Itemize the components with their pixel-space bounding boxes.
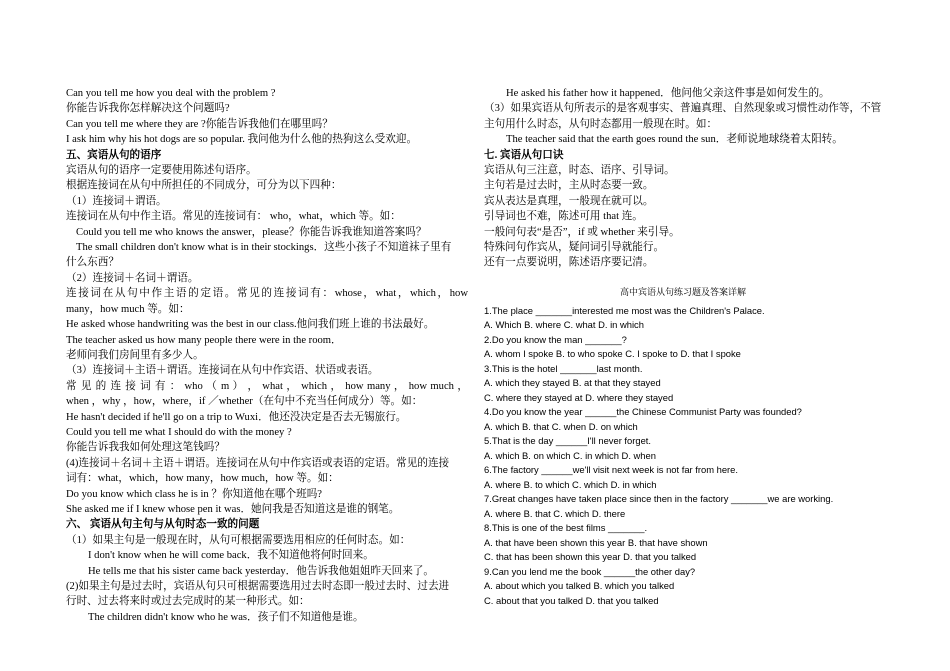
text-line: Can you tell me where they are ?你能告诉我他们在哪里吗？ <box>66 118 333 130</box>
text-line: He asked his father how it happened．他问他父亲这件事是如何发生的。 <box>506 88 830 99</box>
exercise-list <box>484 304 882 609</box>
text-line: The teacher said that the earth goes round the sun．老师说地球绕着太阳转。 <box>506 134 843 146</box>
text-line: 连接词在从句中作主语的定语。常见的连接词有：whose，what，which，how <box>66 288 468 300</box>
text-line: He tells me that his sister came back yesterday．他告诉我他姐姐昨天回来了。 <box>88 565 434 577</box>
option-line: C. that has been shown this year D. that you talked <box>484 551 697 563</box>
question-line: 3.This is the hotel _______last month. <box>484 362 643 374</box>
text-line: 你能告诉我你怎样解决这个问题吗? <box>66 103 230 115</box>
text-line: （1）连接词＋谓语。 <box>66 195 167 207</box>
left-column <box>66 86 468 625</box>
text-line: many，how much 等。如： <box>66 303 190 315</box>
question-line: 9.Can you lend me the book ______the other day? <box>484 565 696 577</box>
text-line: （1）如果主句是一般现在时，从句可根据需要选用相应的任何时态。如： <box>66 534 411 546</box>
right-column <box>484 86 882 608</box>
question-line: 6.The factory ______we'll visit next week is not far from here. <box>484 464 738 476</box>
option-line: A. which B. that C. when D. on which <box>484 420 638 432</box>
question-line: 2.Do you know the man _______? <box>484 333 627 345</box>
text-line: 老师问我们房间里有多少人。 <box>66 349 204 361</box>
text-line: （3）如果宾语从句所表示的是客观事实、普遍真理、自然现象或习惯性动作等，不管 <box>484 103 882 115</box>
text-line: when ，why ，how，where，if ／whether（在句中不充当任何成分）等。如： <box>66 396 423 408</box>
option-line: A. where B. to which C. which D. in which <box>484 478 657 490</box>
text-line: The small children don't know what is in their stockings．这些小孩子不知道袜子里有 <box>76 242 452 254</box>
text-line: He hasn't decided if he'll go on a trip to Wuxi．他还没决定是否去无锡旅行。 <box>66 411 407 423</box>
text-line: （3）连接词＋主语＋谓语。连接词在从句中作宾语、状语或表语。 <box>66 365 379 377</box>
text-line: 常 见 的 连 接 词 有 ： who （ m ） ， what ， which ， how many ， how much ， <box>66 380 468 392</box>
text-line: 根据连接词在从句中所担任的不同成分，可分为以下四种： <box>66 180 342 192</box>
text-line: 特殊问句作宾从，疑问词引导就能行。 <box>484 242 665 254</box>
option-line: C. where they stayed at D. where they stayed <box>484 391 674 403</box>
text-line: Can you tell me how you deal with the problem ? <box>66 88 276 99</box>
text-line: 引导词也不难，陈述可用 that 连。 <box>484 211 643 223</box>
text-line: Could you tell me who knows the answer，please？你能告诉我谁知道答案吗？ <box>76 226 427 238</box>
section-heading: 七. 宾语从句口诀 <box>484 149 564 161</box>
text-line: 你能告诉我我如何处理这笔钱吗？ <box>66 442 225 454</box>
option-line: A. about which you talked B. which you talked <box>484 580 675 592</box>
text-line: (4)连接词＋名词＋主语＋谓语。连接词在从句中作宾语或表语的定语。常见的连接 <box>66 457 450 469</box>
text-line: 主句若是过去时，主从时态要一致。 <box>484 180 654 192</box>
text-line: 行时、过去将来时或过去完成时的某一种形式。如： <box>66 596 310 608</box>
question-line: 8.This is one of the best films _______. <box>484 522 648 534</box>
option-line: A. whom I spoke B. to who spoke C. I spoke to D. that I spoke <box>484 348 741 360</box>
option-line: A. where B. that C. which D. there <box>484 507 626 519</box>
text-line: 词有：what，which，how many，how much，how 等。如： <box>66 473 339 485</box>
option-line: A. which they stayed B. at that they stayed <box>484 377 661 389</box>
text-line: 宾语从句的语序一定要使用陈述句语序。 <box>66 165 257 177</box>
text-line: (2)如果主句是过去时，宾语从句只可根据需要选用过去时态即一般过去时、过去进 <box>66 581 450 592</box>
text-line: I don't know when he will come back．我不知道他将何时回来。 <box>88 550 374 562</box>
option-line: A. which B. on which C. in which D. when <box>484 449 656 461</box>
text-line: 什么东西？ <box>66 257 119 269</box>
text-line: 连接词在从句中作主语。常见的连接词有： who，what，which 等。如： <box>66 211 401 223</box>
option-line: A. Which B. where C. what D. in which <box>484 319 644 331</box>
text-line: The children didn't know who he was．孩子们不知道他是谁。 <box>88 611 364 623</box>
text-line: Do you know which class he is in ？你知道他在哪个班吗? <box>66 488 322 500</box>
exercise-title: 高中宾语从句练习题及答案详解 <box>619 287 746 298</box>
section-heading: 五、宾语从句的语序 <box>66 149 162 161</box>
text-line: 宾语从句三注意，时态、语序、引导词。 <box>484 165 675 177</box>
question-line: 7.Great changes have taken place since then in the factory _______we are working. <box>484 493 834 505</box>
question-line: 4.Do you know the year ______the Chinese Communist Party was founded? <box>484 406 802 418</box>
text-line: I ask him why his hot dogs are so popular. 我问他为什么他的热狗这么受欢迎。 <box>66 134 418 146</box>
right-text-block <box>484 86 882 271</box>
question-line: 1.The place _______interested me most was the Children's Palace. <box>484 304 765 316</box>
question-line: 5.That is the day ______I'll never forget. <box>484 435 651 447</box>
text-line: （2）连接词＋名词＋谓语。 <box>66 272 199 284</box>
text-line: He asked whose handwriting was the best in our class.他问我们班上谁的书法最好。 <box>66 319 435 331</box>
text-line: 一般问句表“是否”，if 或 whether 来引导。 <box>484 226 680 238</box>
section-gap <box>484 271 882 285</box>
text-line: Could you tell me what I should do with the money ? <box>66 426 292 438</box>
text-line: 宾从表达是真理，一般现在就可以。 <box>484 195 654 207</box>
text-line: 还有一点要说明，陈述语序要记清。 <box>484 257 654 269</box>
section-heading: 六、 宾语从句主句与从句时态一致的问题 <box>66 519 260 531</box>
text-line: 主句用什么时态，从句时态都用一般现在时。如： <box>484 118 718 130</box>
text-line: The teacher asked us how many people there were in the room． <box>66 334 342 346</box>
option-line: A. that have been shown this year B. that have shown <box>484 536 708 548</box>
text-line: She asked me if I knew whose pen it was．她问我是否知道这是谁的钢笔。 <box>66 503 400 515</box>
option-line: C. about that you talked D. that you talked <box>484 594 659 606</box>
